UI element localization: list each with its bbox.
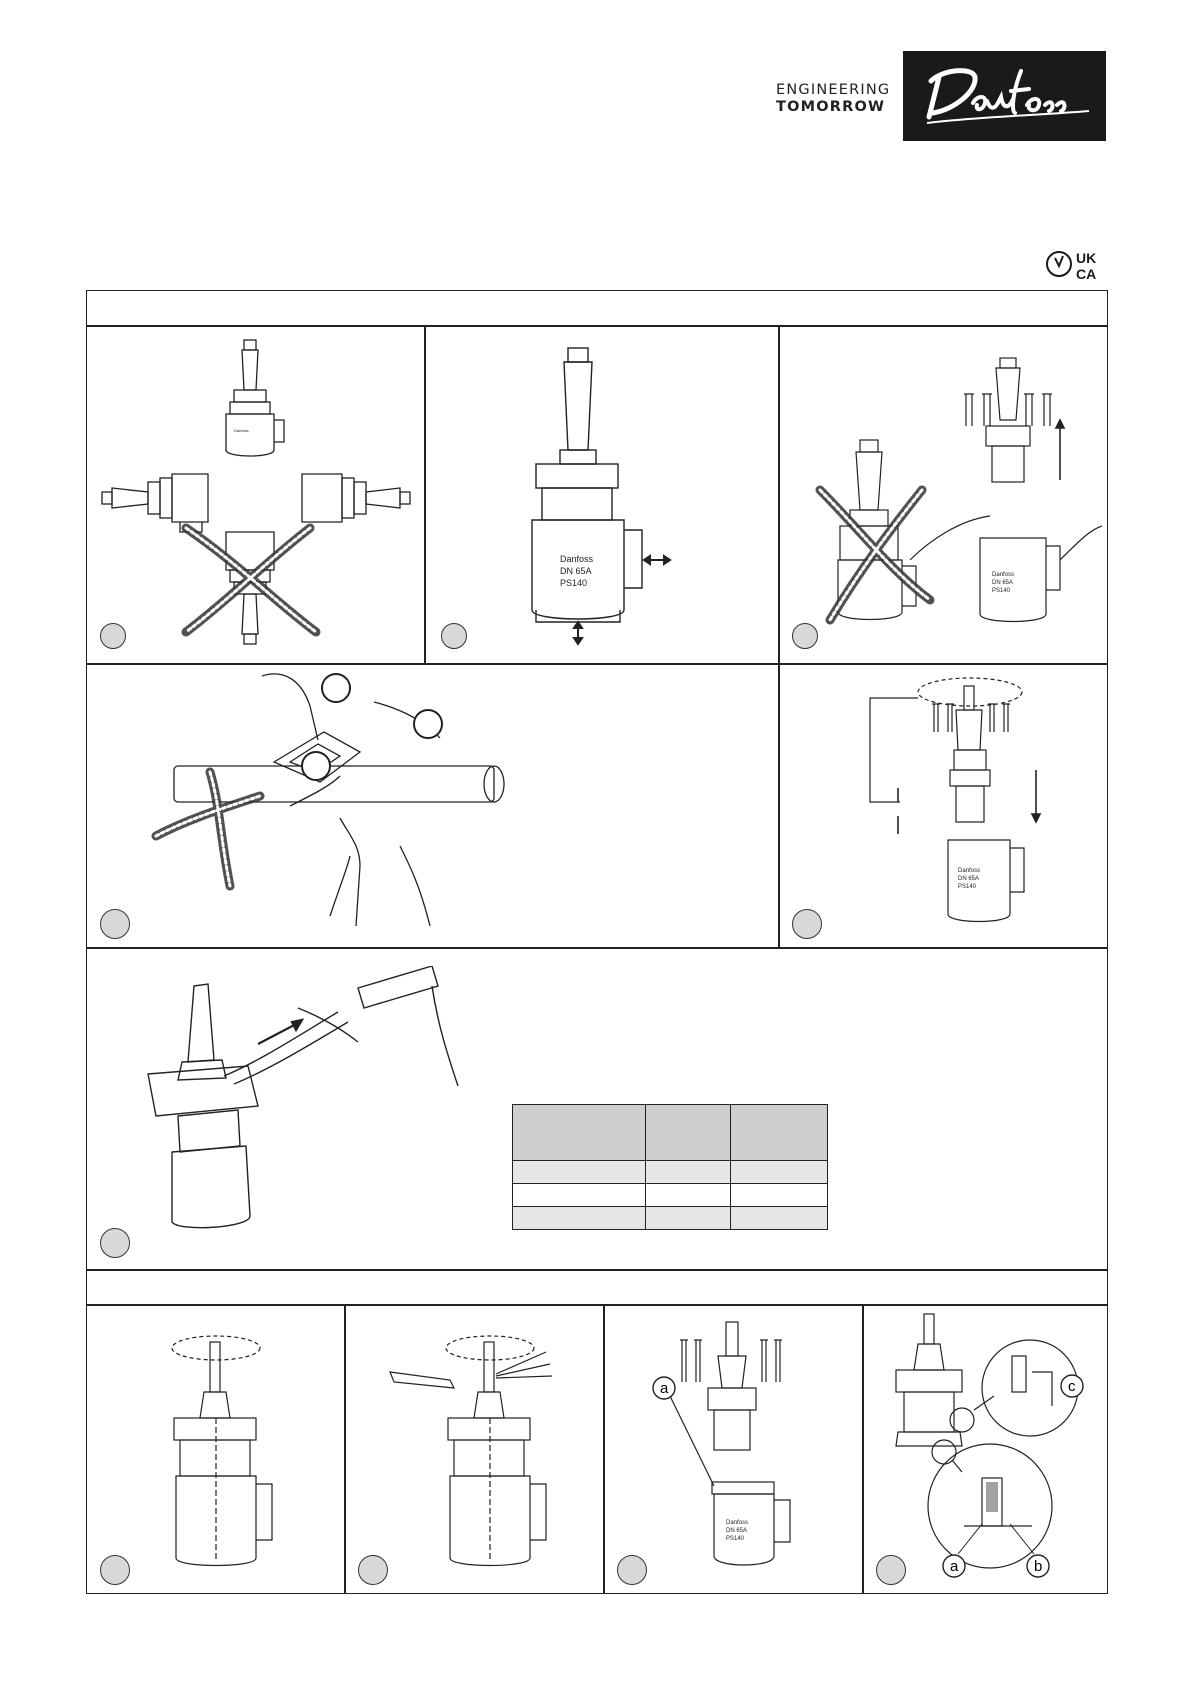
step-marker-7	[100, 1555, 130, 1585]
col-divider-r4a	[344, 1304, 346, 1594]
col-divider-r1b	[778, 325, 780, 663]
table-row	[513, 1207, 828, 1230]
step-marker-4	[100, 909, 130, 939]
detail-label-c: c	[1068, 1378, 1076, 1395]
ukca-mark	[1046, 247, 1110, 281]
detail-label-b: b	[1034, 1558, 1043, 1575]
svg-text:PS140: PS140	[958, 884, 977, 890]
service-step-wrench-illustration	[380, 1322, 580, 1572]
service-step-gasket-detail-illustration	[882, 1310, 1102, 1586]
row-divider-1	[86, 663, 1108, 665]
flow-direction-illustration	[520, 340, 680, 650]
svg-text:UK: UK	[1076, 250, 1097, 266]
col-divider-r4b	[603, 1304, 605, 1594]
section-divider-service	[86, 1269, 1108, 1271]
col-divider-r1a	[424, 325, 426, 663]
step-marker-5	[792, 909, 822, 939]
table-header-row	[513, 1105, 828, 1161]
table-cell	[513, 1207, 646, 1230]
svg-text:DN 65A: DN 65A	[958, 876, 980, 882]
svg-text:Danfoss: Danfoss	[992, 572, 1015, 578]
table-header-cell	[513, 1105, 646, 1161]
detail-label-a2: a	[950, 1558, 959, 1575]
torque-wrench-illustration	[138, 966, 478, 1238]
table-row	[513, 1184, 828, 1207]
svg-text:Danfoss: Danfoss	[726, 1520, 749, 1526]
valve-label-line2: DN 65A	[560, 566, 592, 576]
svg-text:PS140: PS140	[992, 588, 1011, 594]
row-divider-2	[86, 947, 1108, 949]
svg-text:Danfoss: Danfoss	[958, 868, 981, 874]
svg-text:DN 65A: DN 65A	[726, 1528, 748, 1534]
table-cell	[731, 1207, 828, 1230]
svg-text:Danfoss: Danfoss	[234, 428, 249, 433]
detail-label-a: a	[660, 1380, 669, 1397]
service-step-turn-illustration	[160, 1322, 310, 1572]
tagline-line-2: TOMORROW	[776, 99, 886, 115]
disassembly-illustration	[790, 350, 1102, 650]
danfoss-logo	[903, 51, 1106, 141]
table-cell	[646, 1207, 731, 1230]
ukca-mark-graphic	[1046, 247, 1110, 281]
torque-table	[512, 1104, 828, 1230]
svg-text:DN 65A: DN 65A	[992, 580, 1014, 586]
svg-text:PS140: PS140	[726, 1536, 745, 1542]
step-marker-6	[100, 1228, 130, 1258]
table-cell	[513, 1161, 646, 1184]
brand-tagline	[776, 82, 890, 116]
welding-illustration	[150, 666, 530, 931]
valve-label-line3: PS140	[560, 578, 588, 588]
table-cell	[513, 1184, 646, 1207]
orientation-illustration	[96, 332, 418, 657]
service-header-divider	[86, 1304, 1108, 1306]
col-divider-r2	[778, 663, 780, 947]
service-step-remove-cover-illustration	[630, 1312, 840, 1577]
table-cell	[646, 1161, 731, 1184]
tagline-line-1: ENGINEERING	[776, 82, 891, 98]
reassembly-illustration	[860, 670, 1060, 932]
table-row	[513, 1161, 828, 1184]
table-cell	[646, 1184, 731, 1207]
section-header-divider	[86, 325, 1108, 327]
svg-text:CA: CA	[1076, 266, 1097, 281]
danfoss-logo-script	[903, 51, 1106, 141]
table-header-cell	[646, 1105, 731, 1161]
col-divider-r4c	[862, 1304, 864, 1594]
table-cell	[731, 1161, 828, 1184]
valve-label-line1: Danfoss	[560, 554, 594, 564]
table-header-cell	[731, 1105, 828, 1161]
step-marker-2	[441, 623, 467, 649]
table-cell	[731, 1184, 828, 1207]
